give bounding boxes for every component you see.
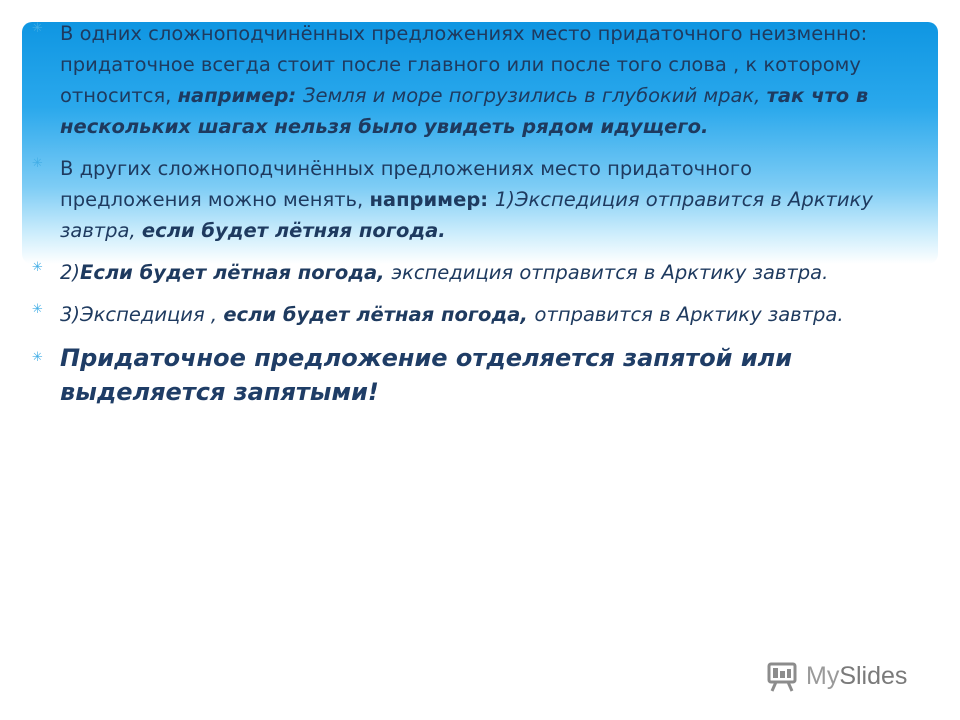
star-asterisk-icon: ✳ xyxy=(32,350,43,365)
list-item xyxy=(32,18,892,142)
list-item xyxy=(32,153,892,246)
text-segment-italic: Земля и море погрузились в глубокий мрак, xyxy=(303,84,767,107)
slide-content xyxy=(32,18,892,409)
star-asterisk-icon: ✳ xyxy=(32,21,43,36)
text-segment-bold-italic: Если будет лётная погода, xyxy=(80,261,392,284)
text-segment-bold-italic: если будет лётная погода, xyxy=(223,303,535,326)
text-segment-bold: например: xyxy=(369,188,495,211)
list-item xyxy=(32,299,892,330)
text-segment: В одних сложноподчинённых предложениях место придаточного неизменно: придаточное всегда стоит после главного или после того слова , к которому относится, xyxy=(60,22,868,107)
text-segment-italic: 1)Экспедиция отправится в Арктику завтра, xyxy=(60,188,873,242)
logo-wordmark: MySlides xyxy=(806,661,908,690)
text-segment-bold-italic: так что в нескольких шагах нельзя было увидеть рядом идущего. xyxy=(60,84,869,138)
myslides-logo xyxy=(766,656,907,696)
star-asterisk-icon: ✳ xyxy=(32,156,43,171)
text-segment-italic: 3)Экспедиция , xyxy=(60,303,224,326)
text-segment-bold-italic: Придаточное предложение отделяется запятой или выделяется запятыми! xyxy=(60,344,793,406)
list-item xyxy=(32,257,892,288)
text-segment-bold-italic: если будет лётняя погода. xyxy=(141,219,446,242)
text-segment-italic: отправится в Арктику завтра. xyxy=(534,303,844,326)
text-segment-italic: 2) xyxy=(60,261,81,284)
presentation-board-icon xyxy=(766,659,800,693)
star-asterisk-icon: ✳ xyxy=(32,302,43,317)
text-segment: В других сложноподчинённых предложениях место придаточного предложения можно менять, xyxy=(60,157,753,211)
list-item-conclusion xyxy=(32,341,892,409)
text-segment-italic: экспедиция отправится в Арктику завтра. xyxy=(391,261,829,284)
text-segment-bold-italic: например: xyxy=(177,84,304,107)
star-asterisk-icon: ✳ xyxy=(32,260,43,275)
